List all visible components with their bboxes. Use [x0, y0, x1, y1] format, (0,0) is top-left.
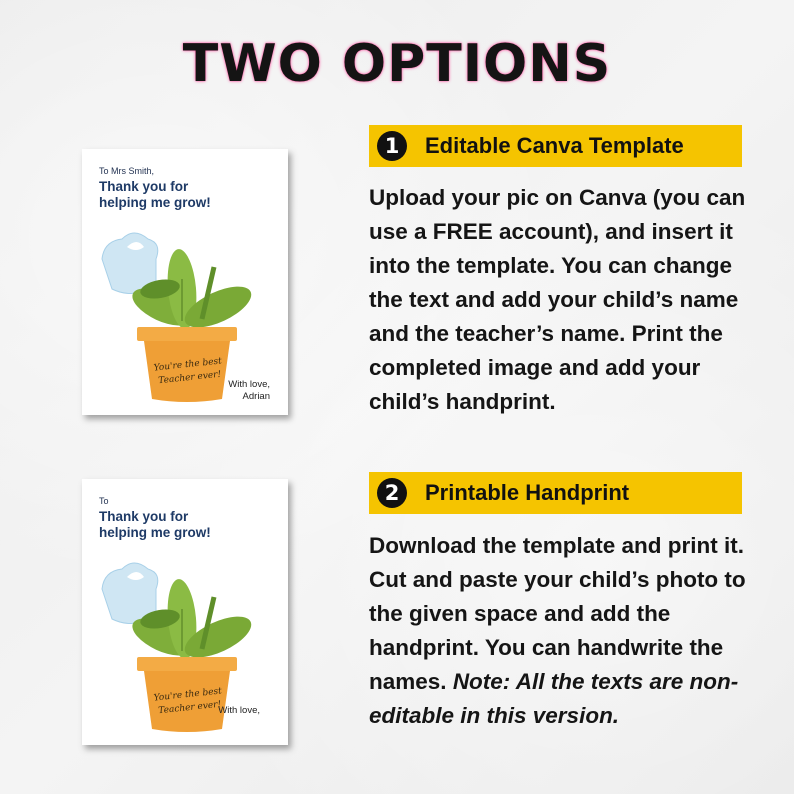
card-love-line: With love, — [218, 705, 260, 716]
template-preview-card-printable — [82, 479, 288, 745]
option-1-number-badge: 1 — [377, 131, 407, 161]
page-title: TWO OPTIONS — [182, 34, 612, 94]
option-2-number-badge: 2 — [377, 478, 407, 508]
option-2-note: Note: All the texts are non-editable in this version. — [369, 669, 739, 728]
card-signoff — [190, 379, 270, 403]
option-1-description: Upload your pic on Canva (you can use a FREE account), and insert it into the template. You can change the text and add your child’s name and the teacher’s name. Print the completed image and add your child’s handprint. — [369, 185, 746, 414]
card-thanks-text: Thank you for helping me grow! — [99, 509, 211, 540]
option-1-label: Editable Canva Template — [425, 133, 684, 158]
pot-text-2: Teacher ever! — [157, 699, 222, 717]
option-2-label: Printable Handprint — [425, 480, 630, 505]
pot-text-1: You're the best — [153, 356, 223, 374]
card-signoff — [180, 705, 260, 717]
option-2-description-block — [369, 529, 759, 733]
card-to-line: To — [99, 496, 109, 506]
card-love-line: With love, — [228, 379, 270, 390]
card-to-line: To Mrs Smith, — [99, 166, 155, 176]
pot-text-2: Teacher ever! — [157, 369, 222, 387]
pot-text-1: You're the best — [153, 686, 223, 704]
template-preview-card-editable — [82, 149, 288, 415]
option-1-banner — [369, 125, 742, 167]
card-child-name: Adrian — [242, 391, 270, 402]
potted-plant-illustration — [82, 149, 288, 415]
card-thanks-text: Thank you for helping me grow! — [99, 179, 211, 210]
option-2-description: Download the template and print it. Cut and paste your child’s photo to the given space and add the handprint. You can handwrite the names. — [369, 533, 746, 694]
option-2-banner — [369, 472, 742, 514]
